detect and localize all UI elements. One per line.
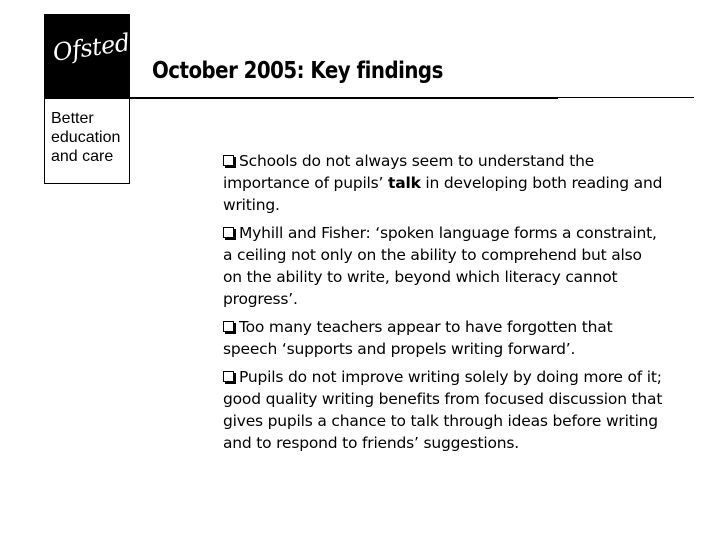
- finding-text: Myhill and Fisher: ‘spoken language forms a constraint, a ceiling not only on the ability to comprehend but also on the ability to write, beyond which literacy cannot progress’.: [223, 224, 657, 308]
- finding-text: in developing both reading and writing.: [223, 174, 663, 214]
- checkbox-bullet-icon: [223, 321, 234, 332]
- checkbox-bullet-icon: [223, 155, 234, 166]
- finding-text: Pupils do not improve writing solely by doing more of it; good quality writing benefits from focused discussion that gives pupils a chance to talk through ideas before writing and to respond to friends’ suggestions.: [223, 368, 663, 452]
- title-underline-extension: [558, 97, 694, 98]
- finding-text: Too many teachers appear to have forgotten that speech ‘supports and propels writing forward’.: [223, 318, 613, 358]
- checkbox-bullet-icon: [223, 227, 234, 238]
- logo-wordmark: Ofsted: [51, 28, 132, 67]
- slide-title: October 2005: Key findings: [152, 58, 443, 84]
- logo-tagline: Better education and care: [51, 110, 121, 165]
- findings-list: [223, 150, 663, 460]
- ofsted-logo: [44, 14, 130, 184]
- title-underline: [130, 97, 558, 99]
- finding-text: Schools do not always seem to understand the importance of pupils’: [223, 152, 595, 192]
- checkbox-bullet-icon: [223, 371, 234, 382]
- logo-black-panel: [45, 15, 132, 99]
- finding-item: [223, 366, 663, 454]
- finding-item: [223, 316, 663, 360]
- finding-item: [223, 150, 663, 216]
- finding-emphasis: talk: [388, 174, 421, 192]
- finding-item: [223, 222, 663, 310]
